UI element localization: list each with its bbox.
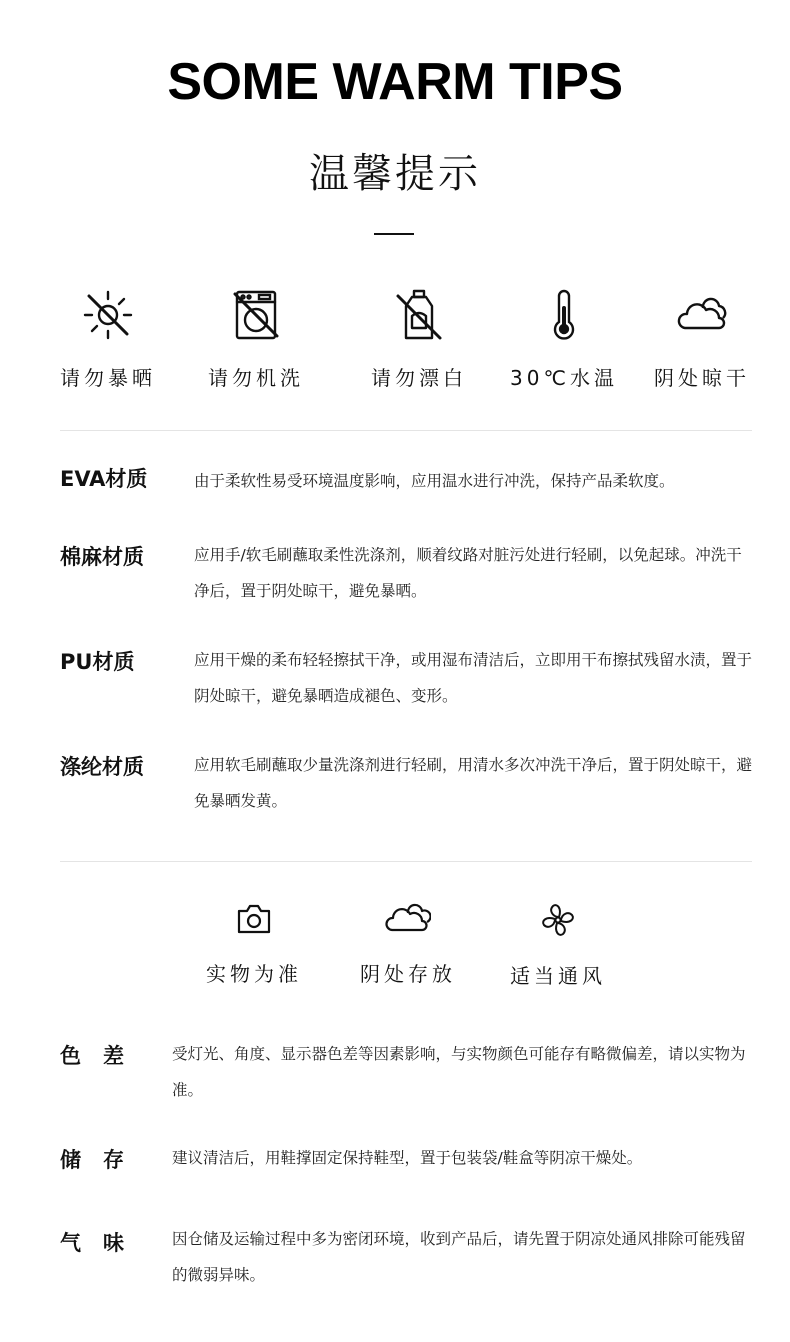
cloud-icon (385, 902, 431, 936)
care-item-water-temp (494, 288, 634, 391)
info-item-ventilation (483, 902, 633, 989)
care-label: 阴处晾干 (654, 366, 750, 390)
section-divider (60, 861, 752, 862)
info-label: 适当通风 (510, 964, 606, 988)
material-label: 棉麻材质 (60, 545, 144, 569)
material-text: 应用软毛刷蘸取少量洗涤剂进行轻刷，用清水多次冲洗干净后，置于阴处晾干，避免暴晒发黄。 (194, 756, 753, 810)
material-text: 应用手/软毛刷蘸取柔性洗涤剂，顺着纹路对脏污处进行轻刷，以免起球。冲洗干净后，置于阴处晾干，避免暴晒。 (194, 546, 742, 600)
care-label: 请勿漂白 (371, 366, 467, 390)
no-machine-wash-icon (229, 288, 283, 342)
note-label: 气味 (60, 1231, 146, 1255)
camera-icon (236, 902, 272, 936)
material-text: 应用干燥的柔布轻轻擦拭干净，或用湿布清洁后，立即用干布擦拭残留水渍，置于阴处晾干，避免暴晒造成褪色、变形。 (194, 651, 753, 705)
care-item-shade-dry (632, 288, 772, 391)
info-item-actual-product (179, 902, 329, 987)
no-sun-icon (81, 288, 135, 342)
material-label: PU材质 (60, 650, 135, 674)
care-item-no-sun (38, 288, 178, 391)
info-label: 阴处存放 (360, 962, 456, 986)
care-label: 请勿暴晒 (60, 366, 156, 390)
fan-icon (540, 902, 576, 938)
info-item-shade-storage (333, 902, 483, 987)
cloud-shade-icon (675, 288, 729, 342)
thermometer-icon (537, 288, 591, 342)
note-text: 建议清洁后，用鞋撑固定保持鞋型，置于包装袋/鞋盒等阴凉干燥处。 (172, 1149, 643, 1167)
care-label: 请勿机洗 (208, 366, 304, 390)
page-subtitle: 温馨提示 (309, 151, 481, 197)
material-label: 涤纶材质 (60, 755, 144, 779)
section-divider (60, 430, 752, 431)
material-label: EVA材质 (60, 467, 148, 491)
no-bleach-icon (392, 288, 446, 342)
note-text: 受灯光、角度、显示器色差等因素影响，与实物颜色可能存有略微偏差，请以实物为准。 (172, 1045, 746, 1099)
title-divider (374, 233, 414, 235)
note-text: 因仓储及运输过程中多为密闭环境，收到产品后，请先置于阴凉处通风排除可能残留的微弱异味。 (172, 1230, 746, 1284)
care-item-no-machine-wash (186, 288, 326, 391)
info-label: 实物为准 (206, 962, 302, 986)
note-label: 储存 (60, 1148, 146, 1172)
page-title: SOME WARM TIPS (167, 53, 623, 111)
material-text: 由于柔软性易受环境温度影响，应用温水进行冲洗，保持产品柔软度。 (194, 472, 675, 490)
care-item-no-bleach (349, 288, 489, 391)
care-label: 30℃水温 (510, 366, 618, 390)
note-label: 色差 (60, 1044, 146, 1068)
